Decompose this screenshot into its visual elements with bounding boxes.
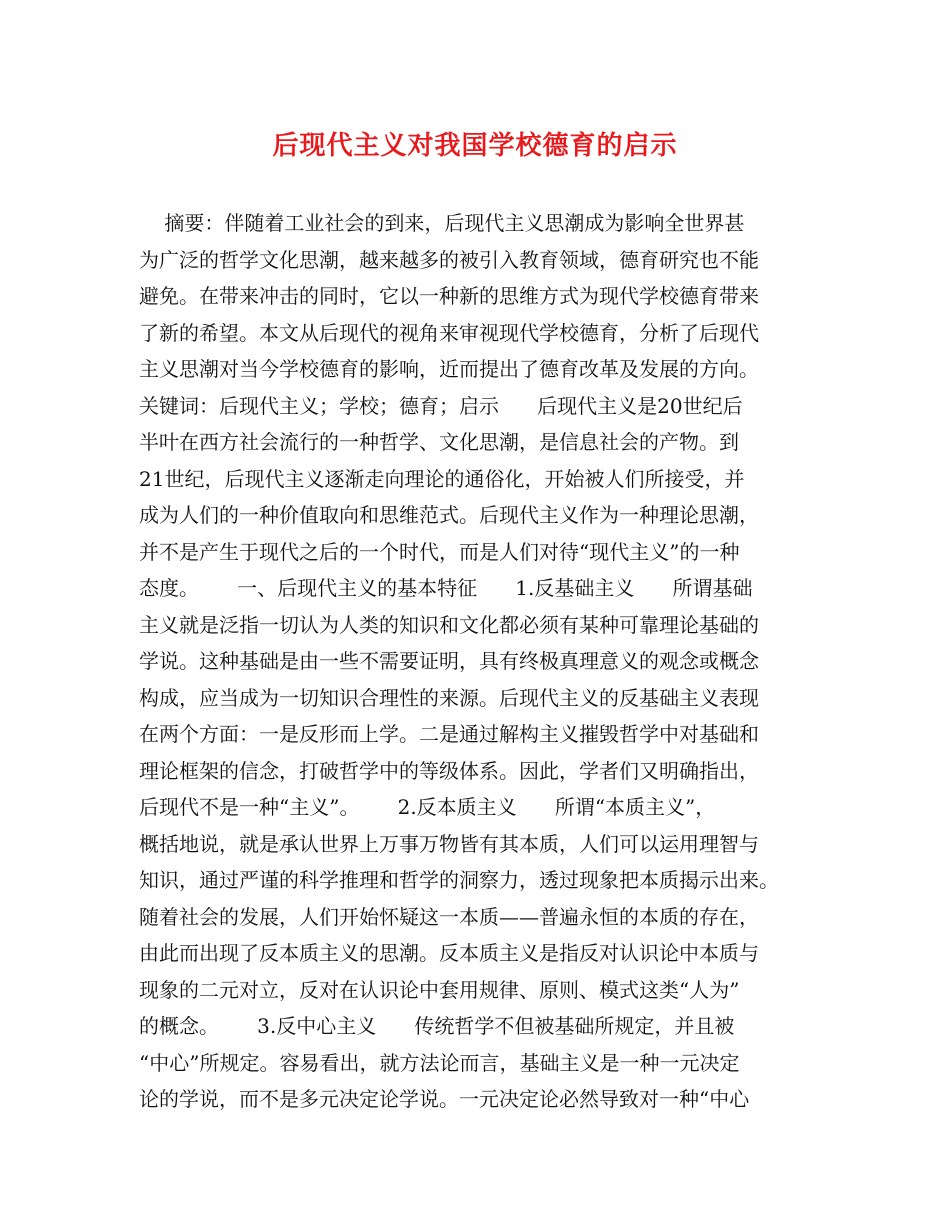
body-line: 的概念。 3.反中心主义 传统哲学不但被基础所规定，并且被 [139, 1014, 735, 1038]
body-line: 在两个方面：一是反形而上学。二是通过解构主义摧毁哲学中对基础和 [139, 722, 759, 746]
body-line: 主义思潮对当今学校德育的影响，近而提出了德育改革及发展的方向。 [139, 357, 759, 381]
body-line: 主义就是泛指一切认为人类的知识和文化都必须有某种可靠理论基础的 [139, 612, 759, 637]
body-line: 后现代不是一种“主义”。 2.反本质主义 所谓“本质主义”， [139, 795, 716, 819]
body-line: 21世纪，后现代主义逐渐走向理论的通俗化，开始被人们所接受，并 [139, 466, 745, 491]
body-line: 论的学说，而不是多元决定论学说。一元决定论必然导致对一种“中心 [139, 1087, 750, 1111]
body-line: 随着社会的发展，人们开始怀疑这一本质——普遍永恒的本质的存在， [139, 904, 759, 929]
body-line: 由此而出现了反本质主义的思潮。反本质主义是指反对认识论中本质与 [139, 941, 759, 965]
body-line: 概括地说，就是承认世界上万事万物皆有其本质，人们可以运用理智与 [139, 831, 759, 856]
body-line: 半叶在西方社会流行的一种哲学、文化思潮，是信息社会的产物。到 [139, 430, 739, 454]
body-line: 摘要：伴随着工业社会的到来，后现代主义思潮成为影响全世界甚 [139, 211, 745, 235]
document-body [139, 205, 829, 1118]
body-line: 避免。在带来冲击的同时，它以一种新的思维方式为现代学校德育带来 [139, 284, 759, 308]
body-line: 构成，应当成为一切知识合理性的来源。后现代主义的反基础主义表现 [139, 685, 759, 710]
body-line: 现象的二元对立，反对在认识论中套用规律、原则、模式这类“人为” [139, 977, 740, 1002]
body-line: 为广泛的哲学文化思潮，越来越多的被引入教育领域，德育研究也不能 [139, 247, 759, 272]
body-line: 学说。这种基础是由一些不需要证明，具有终极真理意义的观念或概念 [139, 649, 759, 673]
body-line: 关键词：后现代主义；学校；德育；启示 后现代主义是20世纪后 [139, 393, 743, 418]
body-line: 成为人们的一种价值取向和思维范式。后现代主义作为一种理论思潮， [139, 503, 759, 527]
body-line: “中心”所规定。容易看出，就方法论而言，基础主义是一种一元决定 [139, 1050, 740, 1075]
body-line: 态度。 一、后现代主义的基本特征 1.反基础主义 所谓基础 [139, 576, 753, 600]
body-line: 了新的希望。本文从后现代的视角来审视现代学校德育，分析了后现代 [139, 320, 759, 345]
body-line: 知识，通过严谨的科学推理和哲学的洞察力，透过现象把本质揭示出来。 [139, 868, 779, 892]
body-line: 理论框架的信念，打破哲学中的等级体系。因此，学者们又明确指出， [139, 758, 759, 783]
document-title: 后现代主义对我国学校德育的启示 [272, 131, 678, 161]
body-line: 并不是产生于现代之后的一个时代，而是人们对待“现代主义”的一种 [139, 539, 740, 564]
